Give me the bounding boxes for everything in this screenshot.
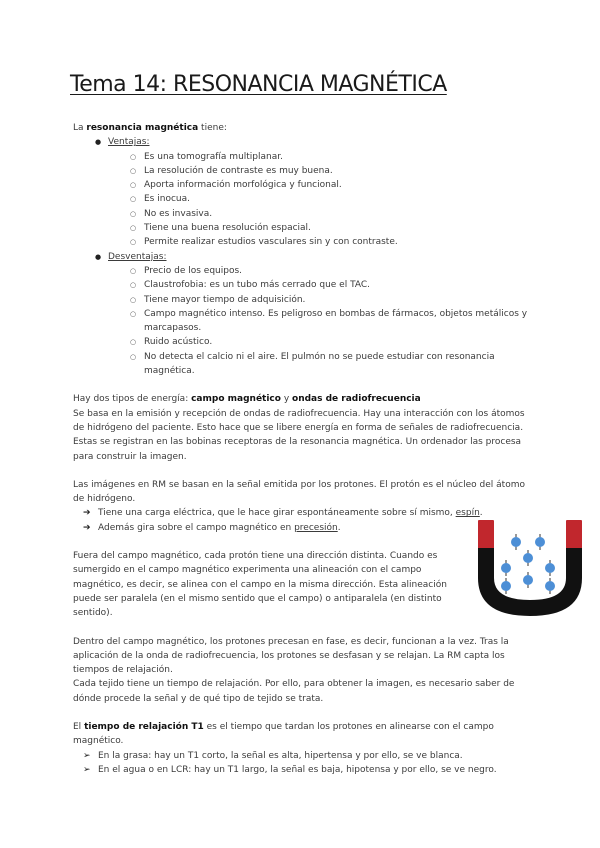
fuera-paragraph: Fuera del campo magnético, cada protón tiene una dirección distinta. Cuando es sumergido en el campo magnético experimenta una alineación con el campo magnético, es decir, se alinea con el campo en la misma dirección. Esta alineación puede ser paralela (en el mismo sentido que el campo) o antiparalela (en distinto sentido). [73,551,447,619]
list-item: ➢ En la grasa: hay un T1 corto, la señal es alta, hipertensa y por ello, se ve blanca. [83,749,533,763]
protones-list [73,506,533,535]
list-item: ○ Es una tomografía multiplanar. [130,150,533,164]
list-item: ○ Tiene una buena resolución espacial. [130,221,533,235]
list-item: ➢ En el agua o en LCR: hay un T1 largo, la señal es baja, hipotensa y por ello, se ve negro. [83,763,533,777]
desventajas-list [108,264,533,378]
energia-paragraph: Se basa en la emisión y recepción de ondas de radiofrecuencia. Hay una interacción con los átomos de hidrógeno del paciente. Esto hace que se libere energía en forma de señales de radiofrecuencia. Estas se registran en las bobinas receptoras de la resonancia magnética. Un ordenador las procesa para construir la imagen. [73,408,525,462]
dentro-paragraph: Dentro del campo magnético, los protones precesan en fase, es decir, funcionan a la vez. Tras la aplicación de la onda de radiofrecuencia, los protones se desfasan y se relajan. La RM capta los tiempos de relajación. [73,636,509,676]
pros-cons-list [73,135,533,378]
dentro-paragraph-2: Cada tejido tiene un tiempo de relajación. Por ello, para obtener la imagen, es necesario saber de dónde procede la señal y de qué tipo de tejido se trata. [73,679,515,704]
protons-group [501,534,555,594]
proton-icon [545,578,555,594]
proton-icon [523,572,533,588]
energia-line: Hay dos tipos de energía: campo magnético y ondas de radiofrecuencia [73,394,421,405]
proton-icon [511,534,521,550]
list-item: ○ Ruido acústico. [130,335,533,349]
proton-icon [535,534,545,550]
protones-paragraph: Las imágenes en RM se basan en la señal emitida por los protones. El protón es el núcleo del átomo de hidrógeno. [73,479,525,505]
list-item: ○ Claustrofobia: es un tubo más cerrado que el TAC. [130,278,533,292]
intro-line: La resonancia magnética tiene: [73,123,227,133]
ventajas-list [108,150,533,250]
list-item: ○ Permite realizar estudios vasculares sin y con contraste. [130,235,533,249]
list-item: ○ No detecta el calcio ni el aire. El pulmón no se puede estudiar con resonancia magnética. [130,350,533,379]
magnet-icon [478,520,582,616]
list-item: ○ Aporta información morfológica y funcional. [130,178,533,192]
magnet-protons-illustration [476,520,584,616]
ventajas-label: Ventajas: [108,137,150,148]
proton-icon [523,550,533,566]
desventajas-section [95,250,533,379]
t1-list [73,749,533,778]
list-item: ○ No es invasiva. [130,207,533,221]
list-item: ○ Campo magnético intenso. Es peligroso en bombas de fármacos, objetos metálicos y marcapasos. [130,307,533,336]
list-item: ➔ Tiene una carga eléctrica, que le hace girar espontáneamente sobre sí mismo, espín. [83,506,533,520]
magnet-pole-right [566,520,582,550]
proton-icon [501,578,511,594]
list-item: ○ La resolución de contraste es muy buena. [130,164,533,178]
list-item: ○ Precio de los equipos. [130,264,533,278]
proton-icon [545,560,555,576]
ventajas-section [95,135,533,249]
page-title: Tema 14: RESONANCIA MAGNÉTICA [70,72,447,97]
desventajas-label: Desventajas: [108,251,167,262]
t1-line: El tiempo de relajación T1 es el tiempo que tardan los protones en alinearse con el campo magnético. [73,721,494,747]
document-body [73,121,533,777]
list-item: ○ Tiene mayor tiempo de adquisición. [130,293,533,307]
list-item: ➔ Además gira sobre el campo magnético en precesión. [83,521,533,535]
list-item: ○ Es inocua. [130,192,533,206]
proton-icon [501,560,511,576]
magnet-pole-left [478,520,494,550]
